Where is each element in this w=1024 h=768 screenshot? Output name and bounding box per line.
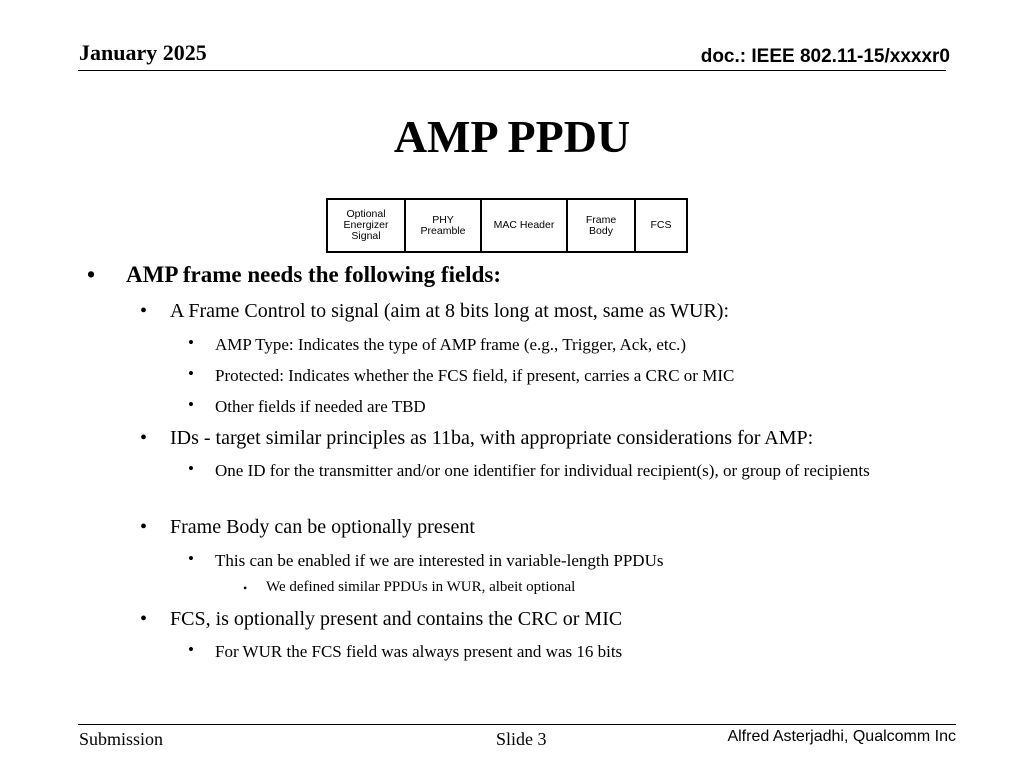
bullet-dot-icon: • (188, 459, 194, 478)
frame-field-label: PHY Preamble (420, 213, 466, 237)
header-doc-id: doc.: IEEE 802.11-15/xxxxr0 (700, 46, 950, 67)
bullet-text: We defined similar PPDUs in WUR, albeit optional (266, 579, 576, 595)
bullet-text: One ID for the transmitter and/or one identifier for individual recipient(s), or group of recipients (215, 461, 870, 480)
bullet-dot-icon: • (188, 395, 194, 414)
bullet-text: A Frame Control to signal (aim at 8 bits long at most, same as WUR): (170, 300, 730, 322)
frame-field-frame-body (568, 200, 636, 251)
footer-slide-number: Slide 3 (496, 729, 547, 749)
frame-field-energizer-signal (328, 200, 406, 251)
bullet-dot-icon: • (140, 608, 148, 630)
bullet-dot-icon: • (140, 516, 148, 538)
bullet-dot-icon: • (188, 364, 194, 383)
frame-field-mac-header (482, 200, 568, 251)
slide-title: AMP PPDU (393, 111, 631, 162)
bullet-dot-icon: • (140, 427, 148, 449)
frame-field-label: FCS (650, 219, 672, 231)
header-divider (78, 70, 946, 71)
bullet-dot-icon: • (243, 581, 248, 595)
bullet-text: AMP frame needs the following fields: (126, 262, 501, 287)
bullet-dot-icon: • (140, 300, 148, 322)
bullet-dot-icon: • (87, 262, 96, 287)
frame-field-label: MAC Header (493, 219, 555, 231)
frame-field-phy-preamble (406, 200, 482, 251)
bullet-dot-icon: • (188, 333, 194, 352)
bullet-text: AMP Type: Indicates the type of AMP frame (e.g., Trigger, Ack, etc.) (215, 335, 687, 354)
footer-submission: Submission (79, 729, 164, 749)
header-date: January 2025 (79, 40, 207, 65)
bullet-dot-icon: • (188, 549, 194, 568)
frame-field-label: Frame Body (585, 213, 617, 237)
bullet-text: Frame Body can be optionally present (170, 516, 475, 538)
frame-field-fcs (636, 200, 686, 251)
ppdu-frame-diagram (326, 198, 688, 253)
bullet-text: Protected: Indicates whether the FCS field, if present, carries a CRC or MIC (215, 366, 735, 385)
footer-divider (78, 724, 956, 725)
bullet-dot-icon: • (188, 640, 194, 659)
bullet-text: IDs - target similar principles as 11ba, with appropriate considerations for AMP: (170, 427, 814, 449)
bullet-text: This can be enabled if we are interested in variable-length PPDUs (215, 551, 664, 570)
bullet-text: Other fields if needed are TBD (215, 397, 426, 416)
bullet-text: For WUR the FCS field was always present and was 16 bits (215, 642, 623, 661)
bullet-text: FCS, is optionally present and contains the CRC or MIC (170, 608, 623, 630)
footer-author: Alfred Asterjadhi, Qualcomm Inc (727, 728, 956, 745)
frame-field-label: Optional Energizer Signal (343, 208, 389, 242)
